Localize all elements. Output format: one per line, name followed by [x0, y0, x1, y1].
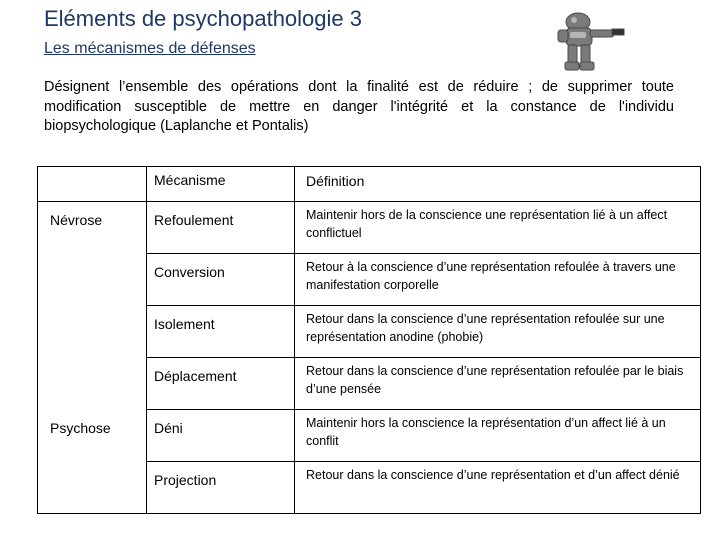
category-cell-empty: [38, 306, 147, 358]
definition-cell: Maintenir hors de la conscience une représentation lié à un affect conflictuel: [295, 202, 701, 254]
robot-figure-image: [556, 8, 628, 74]
mecanisme-cell: Déplacement: [147, 358, 295, 410]
page-subtitle: Les mécanismes de défenses: [44, 40, 256, 57]
mecanisme-cell: Refoulement: [147, 202, 295, 254]
category-cell-empty: [38, 254, 147, 306]
intro-paragraph: Désignent l’ensemble des opérations dont la finalité est de réduire ; de supprimer toute modification susceptible de mettre en danger l'intégrité et la constance de l'individu biopsychologique (Laplanche et Pontalis): [44, 79, 674, 134]
table-row: [38, 462, 701, 514]
mecanisme-cell: Isolement: [147, 306, 295, 358]
header-cell-category: [38, 167, 147, 202]
category-label: Psychose: [38, 410, 147, 462]
table-row: [38, 410, 701, 462]
table-row: [38, 306, 701, 358]
definition-cell: Retour dans la conscience d’une représentation et d’un affect dénié: [295, 462, 701, 514]
table-row: [38, 358, 701, 410]
definition-cell: Maintenir hors la conscience la représentation d’un affect lié à un conflit: [295, 410, 701, 462]
mecanisme-cell: Conversion: [147, 254, 295, 306]
defense-mechanisms-table: [37, 166, 701, 514]
definition-cell: Retour dans la conscience d’une représentation refoulée par le biais d’une pensée: [295, 358, 701, 410]
table-row: [38, 202, 701, 254]
table-row: [38, 254, 701, 306]
table-header-row: [38, 167, 701, 202]
definition-cell: Retour dans la conscience d’une représentation refoulée sur une représentation anodine (phobie): [295, 306, 701, 358]
header-cell-definition: Définition: [295, 167, 701, 202]
mecanisme-cell: Déni: [147, 410, 295, 462]
definition-cell: Retour à la conscience d’une représentation refoulée à travers une manifestation corporelle: [295, 254, 701, 306]
page-title: Eléments de psychopathologie 3: [44, 6, 362, 31]
mecanisme-cell: Projection: [147, 462, 295, 514]
category-cell-empty: [38, 462, 147, 514]
category-cell-empty: [38, 358, 147, 410]
header-cell-mecanisme: Mécanisme: [147, 167, 295, 202]
category-label: Névrose: [38, 202, 147, 254]
